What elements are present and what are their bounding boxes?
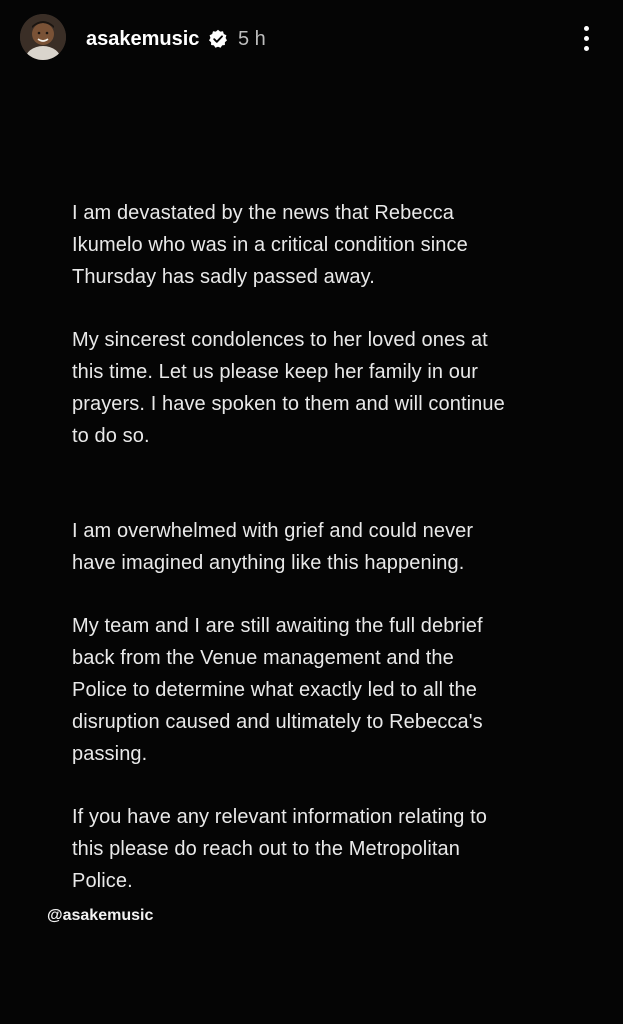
- timestamp: 5 h: [238, 28, 266, 50]
- paragraph-information: If you have any relevant information relating to this please do reach out to the Metropolitan Police.: [72, 806, 488, 892]
- more-options-button[interactable]: [572, 20, 600, 56]
- username[interactable]: asakemusic: [86, 28, 200, 50]
- avatar[interactable]: [20, 14, 66, 60]
- verified-badge-icon: [208, 29, 228, 49]
- mention-sticker[interactable]: @asakemusic: [47, 907, 154, 924]
- paragraph-debrief: My team and I are still awaiting the full debrief back from the Venue management and the Police to determine what exactly led to all the disruption caused and ultimately to Rebecca's passing.: [72, 615, 483, 765]
- profile-photo-icon: [20, 14, 66, 60]
- more-vertical-icon: [584, 26, 589, 31]
- story-text: [72, 198, 572, 898]
- story-header: [0, 0, 623, 78]
- paragraph-devastated: I am devastated by the news that Rebecca Ikumelo who was in a critical condition since Thursday has sadly passed away.: [72, 202, 468, 288]
- paragraph-condolences: My sincerest condolences to her loved ones at this time. Let us please keep her family in our prayers. I have spoken to them and will continue to do so.: [72, 329, 505, 447]
- paragraph-overwhelmed: I am overwhelmed with grief and could never have imagined anything like this happening.: [72, 519, 474, 574]
